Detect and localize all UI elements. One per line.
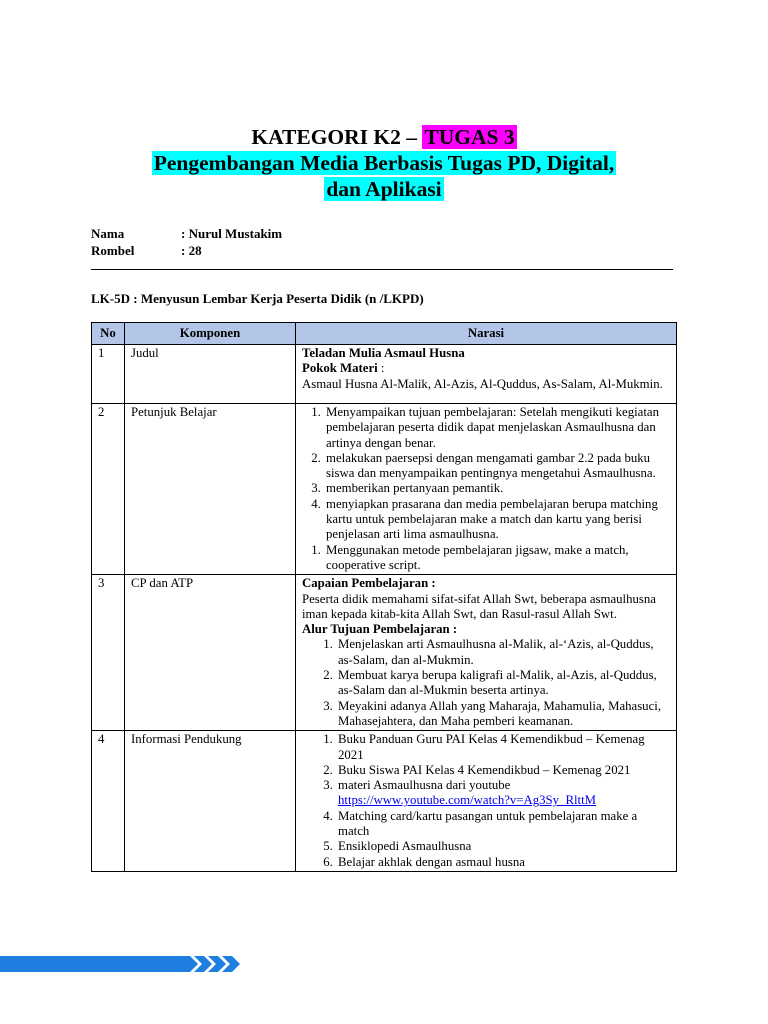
row-komponen: Petunjuk Belajar: [125, 404, 296, 575]
category-title: [0, 124, 768, 150]
list-item: 5. Ensiklopedi Asmaulhusna: [336, 839, 670, 854]
pokok-materi-sep: :: [377, 361, 385, 376]
pokok-materi-label: Pokok Materi: [302, 361, 378, 376]
list-item: 2. Membuat karya berupa kaligrafi al-Malik, al-Azis, al-Quddus, as-Salam dan al-Mukmin beserta artinya.: [336, 668, 670, 699]
list-item: 3. Meyakini adanya Allah yang Maharaja, Mahamulia, Mahasuci, Mahasejahtera, dan Maha pemberi keamanan.: [336, 699, 670, 730]
nama-value: : Nurul Mustakim: [181, 226, 283, 241]
header-narasi: Narasi: [296, 323, 677, 345]
task-highlight: TUGAS 3: [424, 125, 515, 149]
row-komponen: Informasi Pendukung: [125, 731, 296, 872]
footer-bar: [0, 956, 198, 972]
list-item: 1. Buku Panduan Guru PAI Kelas 4 Kemendikbud – Kemenag 2021: [336, 732, 670, 763]
judul-title: Teladan Mulia Asmaul Husna: [302, 346, 465, 360]
header-komponen: Komponen: [125, 323, 296, 345]
row-no: 4: [92, 731, 125, 872]
youtube-material: materi Asmaulhusna dari youtube: [338, 778, 511, 793]
list-item: 4. menyiapkan prasarana dan media pembelajaran berupa matching kartu untuk pembelajaran make a match dan kartu yang berisi penjelasan arti lima asmaulhusna.: [324, 497, 670, 543]
list-item: [336, 778, 670, 809]
subtitle-text-1: Pengembangan Media Berbasis Tugas PD, Digital,: [153, 151, 615, 175]
row-narasi: [296, 731, 677, 872]
list-item: 2. Buku Siswa PAI Kelas 4 Kemendikbud – Kemenag 2021: [336, 763, 670, 778]
lkpd-table: [91, 322, 677, 872]
table-row: [92, 575, 677, 731]
rombel-value: : 28: [181, 243, 202, 258]
row-narasi: [296, 345, 677, 404]
cp-label: Capaian Pembelajaran :: [302, 576, 436, 591]
atp-label: Alur Tujuan Pembelajaran :: [302, 622, 458, 637]
table-row: [92, 345, 677, 404]
list-item: 4. Matching card/kartu pasangan untuk pembelajaran make a match: [336, 809, 670, 840]
category-text: KATEGORI K2 –: [251, 125, 423, 149]
cp-text: Peserta didik memahami sifat-sifat Allah Swt, beberapa asmaulhusna iman kepada kitab-kita Allah Swt, dan Rasul-rasul Allah Swt.: [302, 591, 656, 621]
row-narasi: [296, 575, 677, 731]
subtitle-line-2: [0, 176, 768, 202]
nama-row: [91, 225, 282, 242]
subtitle-text-2: dan Aplikasi: [326, 177, 442, 201]
rombel-label: Rombel: [91, 243, 135, 258]
row-komponen: Judul: [125, 345, 296, 404]
rombel-row: [91, 242, 202, 259]
table-header-row: [92, 323, 677, 345]
table-row: [92, 731, 677, 872]
row-no: 1: [92, 345, 125, 404]
pokok-materi-text: Asmaul Husna Al-Malik, Al-Azis, Al-Quddus, As-Salam, Al-Mukmin.: [302, 376, 663, 391]
list-item: 6. Belajar akhlak dengan asmaul husna: [336, 855, 670, 870]
header-no: No: [92, 323, 125, 345]
list-item: 3. memberikan pertanyaan pemantik.: [324, 481, 670, 496]
list-item: 2. melakukan paersepsi dengan mengamati gambar 2.2 pada buku siswa dan menyampaikan pentingnya mengetahui Asmaulhusna.: [324, 451, 670, 482]
lk-title: LK-5D : Menyusun Lembar Kerja Peserta Didik (n /LKPD): [91, 291, 424, 306]
table-row: [92, 404, 677, 575]
row-narasi: [296, 404, 677, 575]
row-no: 2: [92, 404, 125, 575]
nama-label: Nama: [91, 226, 125, 241]
list-item: 1. Menggunakan metode pembelajaran jigsaw, make a match, cooperative script.: [324, 543, 670, 574]
row-komponen: CP dan ATP: [125, 575, 296, 731]
footer-chevron-bar: [0, 954, 768, 974]
youtube-link[interactable]: https://www.youtube.com/watch?v=Ag3Sy_RlttM: [338, 793, 597, 808]
subtitle-line-1: [0, 150, 768, 176]
list-item: 1. Menjelaskan arti Asmaulhusna al-Malik, al-‘Azis, al-Quddus, as-Salam, dan al-Mukmin.: [336, 637, 670, 668]
row-no: 3: [92, 575, 125, 731]
separator-line: [91, 269, 673, 270]
list-item: 1. Menyampaikan tujuan pembelajaran: Setelah mengikuti kegiatan pembelajaran peserta didik dapat menjelaskan Asmaulhusna dan artinya dengan benar.: [324, 405, 670, 451]
